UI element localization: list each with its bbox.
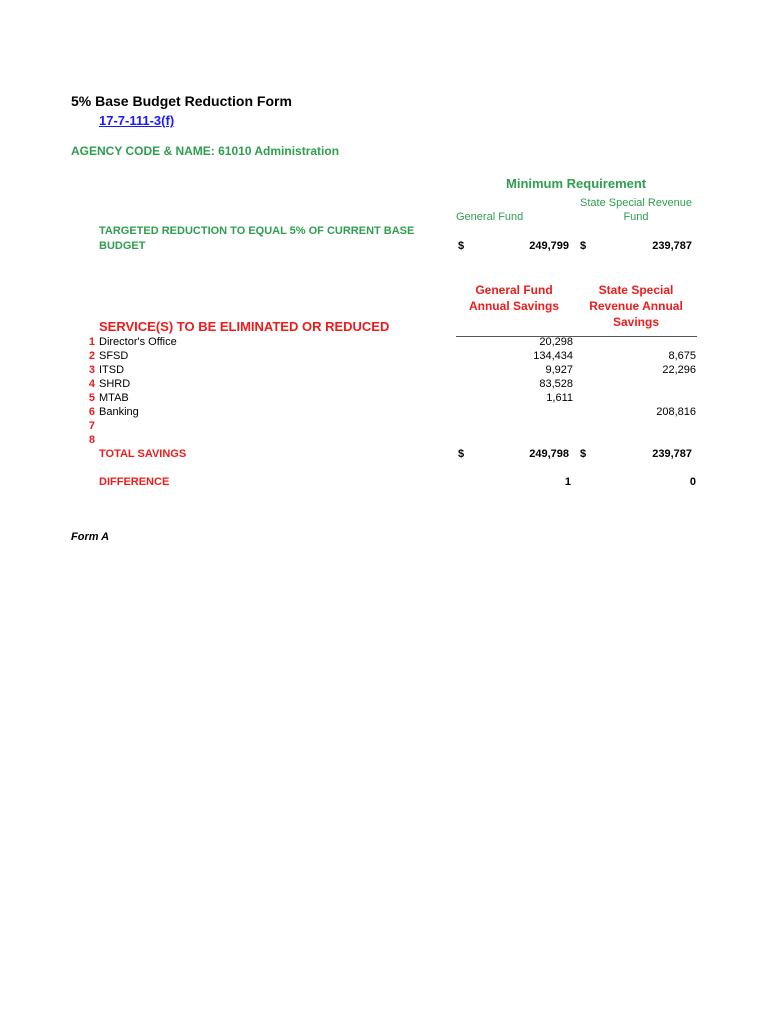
total-ssr-value: 239,787 — [652, 448, 692, 460]
total-gf-value: 249,798 — [529, 448, 569, 460]
statute-link[interactable]: 17-7-111-3(f) — [99, 113, 175, 128]
targeted-reduction-label: TARGETED REDUCTION TO EQUAL 5% OF CURRENT BASE BUDGET — [99, 225, 415, 252]
agency-code-name: AGENCY CODE & NAME: 61010 Administration — [71, 144, 340, 158]
service-name: Banking — [99, 406, 139, 418]
ssr-target-currency: $ — [580, 240, 587, 252]
general-fund-header: General Fund — [456, 211, 524, 223]
service-gf-savings: 134,434 — [533, 350, 573, 362]
row-number: 2 — [88, 350, 95, 362]
row-number: 4 — [88, 378, 95, 390]
service-gf-savings: 1,611 — [546, 392, 573, 404]
service-gf-savings: 20,298 — [539, 336, 573, 348]
row-number: 5 — [88, 392, 95, 404]
total-gf-currency: $ — [458, 448, 465, 460]
row-number: 6 — [88, 406, 95, 418]
service-gf-savings: 9,927 — [545, 364, 573, 376]
services-heading: SERVICE(S) TO BE ELIMINATED OR REDUCED — [99, 319, 390, 334]
gf-target-value: 249,799 — [529, 240, 569, 252]
state-special-revenue-header: State Special Revenue Fund — [580, 197, 692, 223]
row-number: 3 — [88, 364, 95, 376]
service-name: Director's Office — [99, 336, 177, 348]
state-special-revenue-savings-header: State Special Revenue Annual Savings — [589, 283, 683, 329]
service-name: SHRD — [99, 378, 131, 390]
service-name: SFSD — [99, 350, 129, 362]
service-gf-savings: 83,528 — [539, 378, 573, 390]
form-title: 5% Base Budget Reduction Form — [71, 93, 292, 109]
total-ssr-currency: $ — [580, 448, 587, 460]
row-number: 7 — [88, 420, 95, 432]
difference-ssr-value: 0 — [689, 476, 696, 488]
gf-target-currency: $ — [458, 240, 465, 252]
difference-gf-value: 1 — [564, 476, 571, 488]
row-number: 8 — [88, 434, 95, 446]
total-savings-label: TOTAL SAVINGS — [99, 448, 187, 460]
service-ssr-savings: 8,675 — [668, 350, 696, 362]
form-a-label: Form A — [71, 531, 110, 543]
service-name: MTAB — [99, 392, 129, 404]
service-ssr-savings: 208,816 — [656, 406, 696, 418]
general-fund-savings-header: General Fund Annual Savings — [468, 283, 560, 313]
difference-label: DIFFERENCE — [99, 476, 170, 488]
row-number: 1 — [88, 336, 95, 348]
minimum-requirement-heading: Minimum Requirement — [506, 176, 647, 191]
ssr-target-value: 239,787 — [652, 240, 692, 252]
service-name: ITSD — [99, 364, 125, 376]
service-ssr-savings: 22,296 — [662, 364, 696, 376]
